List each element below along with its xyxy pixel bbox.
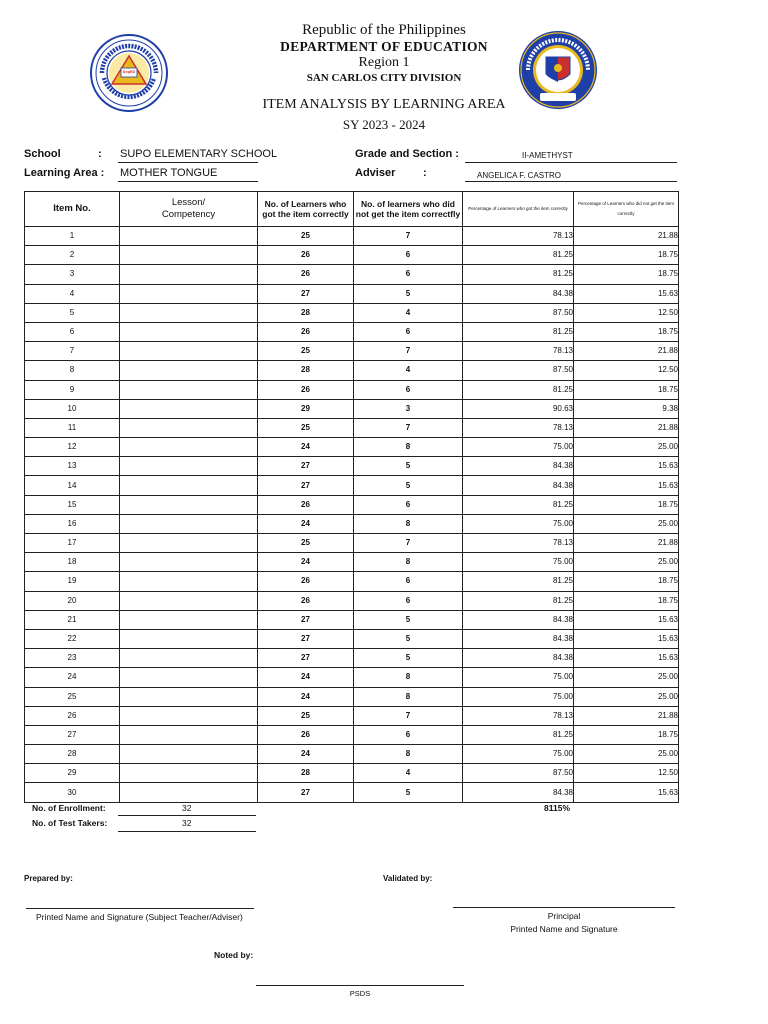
enrollment-underline [118, 815, 256, 816]
cell-learners-not: 8 [354, 514, 463, 533]
cell-pct-not: 15.63 [574, 457, 679, 476]
cell-learners-not: 4 [354, 764, 463, 783]
cell-item-no: 14 [25, 476, 120, 495]
table-row [25, 265, 679, 284]
header-pct-not: Percentage of Learners who did not get the item correctly [574, 192, 679, 227]
cell-pct-not: 15.63 [574, 284, 679, 303]
enrollment-label: No. of Enrollment: [32, 803, 106, 813]
learning-area-label: Learning Area : [24, 167, 105, 179]
cell-learners-not: 6 [354, 572, 463, 591]
cell-item-no: 1 [25, 227, 120, 246]
cell-item-no: 27 [25, 725, 120, 744]
cell-learners-got: 26 [258, 265, 354, 284]
cell-pct-got: 81.25 [463, 380, 574, 399]
adviser-label: Adviser [355, 167, 396, 179]
cell-lesson [120, 265, 258, 284]
cell-pct-not: 9.38 [574, 399, 679, 418]
table-row [25, 227, 679, 246]
deped-region-seal [518, 30, 596, 108]
cell-item-no: 15 [25, 495, 120, 514]
cell-pct-got: 87.50 [463, 361, 574, 380]
cell-learners-got: 27 [258, 476, 354, 495]
cell-pct-got: 75.00 [463, 687, 574, 706]
cell-learners-not: 4 [354, 303, 463, 322]
cell-item-no: 9 [25, 380, 120, 399]
cell-learners-not: 5 [354, 629, 463, 648]
cell-item-no: 28 [25, 745, 120, 764]
cell-learners-got: 24 [258, 687, 354, 706]
cell-learners-not: 5 [354, 457, 463, 476]
cell-pct-got: 78.13 [463, 706, 574, 725]
cell-lesson [120, 534, 258, 553]
cell-pct-not: 15.63 [574, 476, 679, 495]
cell-item-no: 22 [25, 629, 120, 648]
cell-pct-not: 18.75 [574, 246, 679, 265]
grade-section-value: II-AMETHYST [522, 151, 573, 160]
cell-lesson [120, 284, 258, 303]
cell-pct-got: 78.13 [463, 418, 574, 437]
deped-region-seal-graphic [518, 30, 598, 110]
cell-learners-got: 25 [258, 534, 354, 553]
cell-lesson [120, 783, 258, 802]
cell-item-no: 30 [25, 783, 120, 802]
cell-learners-got: 27 [258, 610, 354, 629]
prepared-signature-line [26, 908, 254, 909]
cell-pct-got: 78.13 [463, 227, 574, 246]
school-label: School [24, 148, 61, 160]
table-row [25, 649, 679, 668]
cell-lesson [120, 303, 258, 322]
schools-division-seal-center: DepED [122, 70, 136, 74]
cell-pct-not: 18.75 [574, 322, 679, 341]
table-header-row [25, 192, 679, 227]
table-row [25, 514, 679, 533]
cell-pct-not: 18.75 [574, 265, 679, 284]
cell-pct-not: 12.50 [574, 303, 679, 322]
cell-learners-not: 7 [354, 534, 463, 553]
cell-learners-not: 6 [354, 495, 463, 514]
cell-learners-got: 24 [258, 745, 354, 764]
cell-item-no: 26 [25, 706, 120, 725]
cell-learners-got: 24 [258, 514, 354, 533]
cell-item-no: 25 [25, 687, 120, 706]
header-item-no: Item No. [25, 192, 120, 227]
cell-pct-not: 12.50 [574, 764, 679, 783]
cell-item-no: 7 [25, 342, 120, 361]
cell-learners-not: 8 [354, 438, 463, 457]
cell-pct-not: 21.88 [574, 342, 679, 361]
validated-by-label: Validated by: [383, 874, 433, 883]
cell-pct-got: 78.13 [463, 534, 574, 553]
cell-item-no: 8 [25, 361, 120, 380]
cell-learners-not: 5 [354, 783, 463, 802]
cell-item-no: 5 [25, 303, 120, 322]
cell-lesson [120, 457, 258, 476]
cell-learners-not: 7 [354, 706, 463, 725]
table-row [25, 534, 679, 553]
cell-pct-not: 12.50 [574, 361, 679, 380]
cell-learners-got: 28 [258, 361, 354, 380]
cell-learners-not: 5 [354, 649, 463, 668]
cell-learners-got: 26 [258, 322, 354, 341]
table-row [25, 361, 679, 380]
test-takers-value: 32 [182, 818, 192, 828]
cell-item-no: 2 [25, 246, 120, 265]
cell-pct-got: 81.25 [463, 322, 574, 341]
republic-line: Republic of the Philippines [302, 22, 466, 38]
cell-item-no: 6 [25, 322, 120, 341]
cell-learners-not: 6 [354, 322, 463, 341]
cell-lesson [120, 572, 258, 591]
cell-pct-not: 18.75 [574, 495, 679, 514]
cell-lesson [120, 495, 258, 514]
cell-pct-not: 25.00 [574, 687, 679, 706]
cell-learners-not: 6 [354, 246, 463, 265]
table-row [25, 438, 679, 457]
table-row [25, 629, 679, 648]
cell-learners-got: 27 [258, 284, 354, 303]
cell-learners-got: 25 [258, 706, 354, 725]
cell-pct-not: 15.63 [574, 629, 679, 648]
table-row [25, 572, 679, 591]
cell-pct-not: 18.75 [574, 380, 679, 399]
test-takers-label: No. of Test Takers: [32, 818, 108, 828]
cell-learners-not: 7 [354, 342, 463, 361]
learning-area-value: MOTHER TONGUE [120, 167, 218, 179]
cell-pct-got: 84.38 [463, 629, 574, 648]
school-value: SUPO ELEMENTARY SCHOOL [120, 148, 278, 160]
cell-learners-got: 26 [258, 495, 354, 514]
cell-pct-got: 81.25 [463, 265, 574, 284]
cell-learners-got: 27 [258, 649, 354, 668]
cell-pct-got: 75.00 [463, 745, 574, 764]
enrollment-value: 32 [182, 803, 192, 813]
cell-lesson [120, 418, 258, 437]
cell-item-no: 23 [25, 649, 120, 668]
table-row [25, 380, 679, 399]
cell-item-no: 17 [25, 534, 120, 553]
cell-pct-not: 21.88 [574, 706, 679, 725]
table-row [25, 476, 679, 495]
cell-lesson [120, 553, 258, 572]
cell-learners-not: 8 [354, 745, 463, 764]
cell-pct-got: 81.25 [463, 725, 574, 744]
cell-learners-not: 5 [354, 610, 463, 629]
department-title: DEPARTMENT OF EDUCATION [280, 39, 488, 54]
cell-learners-got: 27 [258, 783, 354, 802]
cell-learners-got: 24 [258, 553, 354, 572]
cell-pct-got: 78.13 [463, 342, 574, 361]
cell-learners-got: 29 [258, 399, 354, 418]
table-row [25, 725, 679, 744]
cell-learners-got: 28 [258, 303, 354, 322]
report-title: ITEM ANALYSIS BY LEARNING AREA [262, 97, 506, 112]
cell-learners-not: 7 [354, 418, 463, 437]
header-learners-got: No. of Learners who got the item correctly [258, 192, 354, 227]
cell-pct-got: 81.25 [463, 495, 574, 514]
cell-learners-got: 26 [258, 246, 354, 265]
table-row [25, 342, 679, 361]
cell-item-no: 29 [25, 764, 120, 783]
adviser-value: ANGELICA F. CASTRO [477, 171, 562, 180]
cell-lesson [120, 610, 258, 629]
cell-pct-got: 84.38 [463, 649, 574, 668]
cell-pct-got: 87.50 [463, 303, 574, 322]
cell-lesson [120, 745, 258, 764]
cell-learners-not: 4 [354, 361, 463, 380]
cell-lesson [120, 725, 258, 744]
cell-learners-not: 5 [354, 284, 463, 303]
cell-lesson [120, 227, 258, 246]
table-row [25, 303, 679, 322]
cell-learners-got: 26 [258, 591, 354, 610]
cell-pct-got: 84.38 [463, 284, 574, 303]
schools-division-seal [90, 34, 168, 112]
header-pct-got: Percentage of Learners who got the item correctly [463, 192, 574, 227]
cell-learners-got: 24 [258, 438, 354, 457]
cell-learners-got: 24 [258, 668, 354, 687]
cell-learners-not: 8 [354, 687, 463, 706]
cell-pct-not: 25.00 [574, 668, 679, 687]
test-takers-underline [118, 831, 256, 832]
table-row [25, 553, 679, 572]
cell-learners-not: 8 [354, 553, 463, 572]
table-row [25, 783, 679, 802]
cell-lesson [120, 361, 258, 380]
cell-item-no: 20 [25, 591, 120, 610]
cell-pct-got: 84.38 [463, 457, 574, 476]
cell-pct-not: 15.63 [574, 610, 679, 629]
cell-lesson [120, 649, 258, 668]
table-row [25, 745, 679, 764]
region-line: Region 1 [358, 55, 410, 70]
cell-pct-not: 25.00 [574, 514, 679, 533]
cell-pct-not: 18.75 [574, 572, 679, 591]
cell-lesson [120, 514, 258, 533]
cell-learners-got: 27 [258, 457, 354, 476]
cell-learners-not: 6 [354, 725, 463, 744]
cell-lesson [120, 591, 258, 610]
cell-item-no: 16 [25, 514, 120, 533]
table-row [25, 668, 679, 687]
total-percentage: 8115% [544, 803, 570, 813]
cell-pct-got: 75.00 [463, 553, 574, 572]
cell-pct-not: 25.00 [574, 553, 679, 572]
cell-pct-not: 21.88 [574, 227, 679, 246]
cell-learners-not: 8 [354, 668, 463, 687]
table-row [25, 764, 679, 783]
cell-pct-got: 84.38 [463, 783, 574, 802]
noted-role: PSDS [349, 989, 371, 998]
cell-pct-got: 81.25 [463, 246, 574, 265]
cell-learners-not: 7 [354, 227, 463, 246]
validated-caption: Printed Name and Signature [510, 924, 618, 934]
validated-signature-line [453, 907, 675, 908]
cell-lesson [120, 706, 258, 725]
cell-lesson [120, 342, 258, 361]
table-row [25, 706, 679, 725]
cell-learners-got: 28 [258, 764, 354, 783]
cell-pct-got: 75.00 [463, 668, 574, 687]
cell-pct-got: 75.00 [463, 514, 574, 533]
grade-section-label: Grade and Section : [355, 148, 459, 160]
cell-learners-not: 5 [354, 476, 463, 495]
learning-area-underline [118, 181, 258, 182]
table-row [25, 687, 679, 706]
table-row [25, 591, 679, 610]
cell-lesson [120, 322, 258, 341]
cell-pct-got: 87.50 [463, 764, 574, 783]
cell-pct-not: 21.88 [574, 534, 679, 553]
cell-learners-got: 27 [258, 629, 354, 648]
cell-learners-got: 26 [258, 572, 354, 591]
noted-by-label: Noted by: [214, 950, 254, 960]
cell-item-no: 21 [25, 610, 120, 629]
cell-learners-got: 25 [258, 342, 354, 361]
cell-pct-not: 15.63 [574, 783, 679, 802]
cell-item-no: 3 [25, 265, 120, 284]
cell-pct-not: 21.88 [574, 418, 679, 437]
cell-pct-got: 84.38 [463, 610, 574, 629]
cell-item-no: 18 [25, 553, 120, 572]
adviser-underline [465, 181, 677, 182]
cell-lesson [120, 668, 258, 687]
table-row [25, 322, 679, 341]
table-row [25, 418, 679, 437]
cell-pct-got: 90.63 [463, 399, 574, 418]
cell-lesson [120, 380, 258, 399]
school-colon: : [98, 148, 102, 160]
cell-learners-got: 25 [258, 227, 354, 246]
header-lesson: Lesson/ Competency [120, 192, 258, 227]
cell-item-no: 12 [25, 438, 120, 457]
table-row [25, 284, 679, 303]
cell-lesson [120, 476, 258, 495]
cell-pct-not: 15.63 [574, 649, 679, 668]
division-line: SAN CARLOS CITY DIVISION [306, 72, 462, 84]
cell-pct-got: 81.25 [463, 572, 574, 591]
cell-learners-not: 6 [354, 265, 463, 284]
cell-lesson [120, 629, 258, 648]
table-row [25, 246, 679, 265]
cell-learners-got: 26 [258, 725, 354, 744]
table-row [25, 610, 679, 629]
table-row [25, 457, 679, 476]
cell-learners-got: 25 [258, 418, 354, 437]
cell-item-no: 11 [25, 418, 120, 437]
cell-learners-not: 6 [354, 591, 463, 610]
table-row [25, 399, 679, 418]
cell-item-no: 24 [25, 668, 120, 687]
cell-pct-got: 75.00 [463, 438, 574, 457]
cell-lesson [120, 687, 258, 706]
cell-pct-not: 25.00 [574, 745, 679, 764]
adviser-colon: : [423, 167, 427, 179]
cell-pct-got: 81.25 [463, 591, 574, 610]
prepared-caption: Printed Name and Signature (Subject Teacher/Adviser) [36, 912, 243, 922]
table-row [25, 495, 679, 514]
cell-lesson [120, 764, 258, 783]
item-analysis-table [24, 191, 679, 803]
cell-pct-not: 25.00 [574, 438, 679, 457]
validated-role: Principal [547, 911, 581, 921]
cell-item-no: 13 [25, 457, 120, 476]
grade-section-underline [465, 162, 677, 163]
noted-signature-line [256, 985, 464, 986]
prepared-by-label: Prepared by: [24, 874, 73, 883]
school-underline [118, 162, 258, 163]
cell-pct-not: 18.75 [574, 591, 679, 610]
cell-pct-got: 84.38 [463, 476, 574, 495]
header-learners-not: No. of learners who did not get the item correctfly [354, 192, 463, 227]
cell-item-no: 10 [25, 399, 120, 418]
cell-item-no: 19 [25, 572, 120, 591]
cell-learners-not: 3 [354, 399, 463, 418]
cell-lesson [120, 399, 258, 418]
cell-lesson [120, 438, 258, 457]
cell-learners-got: 26 [258, 380, 354, 399]
school-year: SY 2023 - 2024 [342, 117, 426, 132]
cell-learners-not: 6 [354, 380, 463, 399]
cell-item-no: 4 [25, 284, 120, 303]
cell-lesson [120, 246, 258, 265]
cell-pct-not: 18.75 [574, 725, 679, 744]
